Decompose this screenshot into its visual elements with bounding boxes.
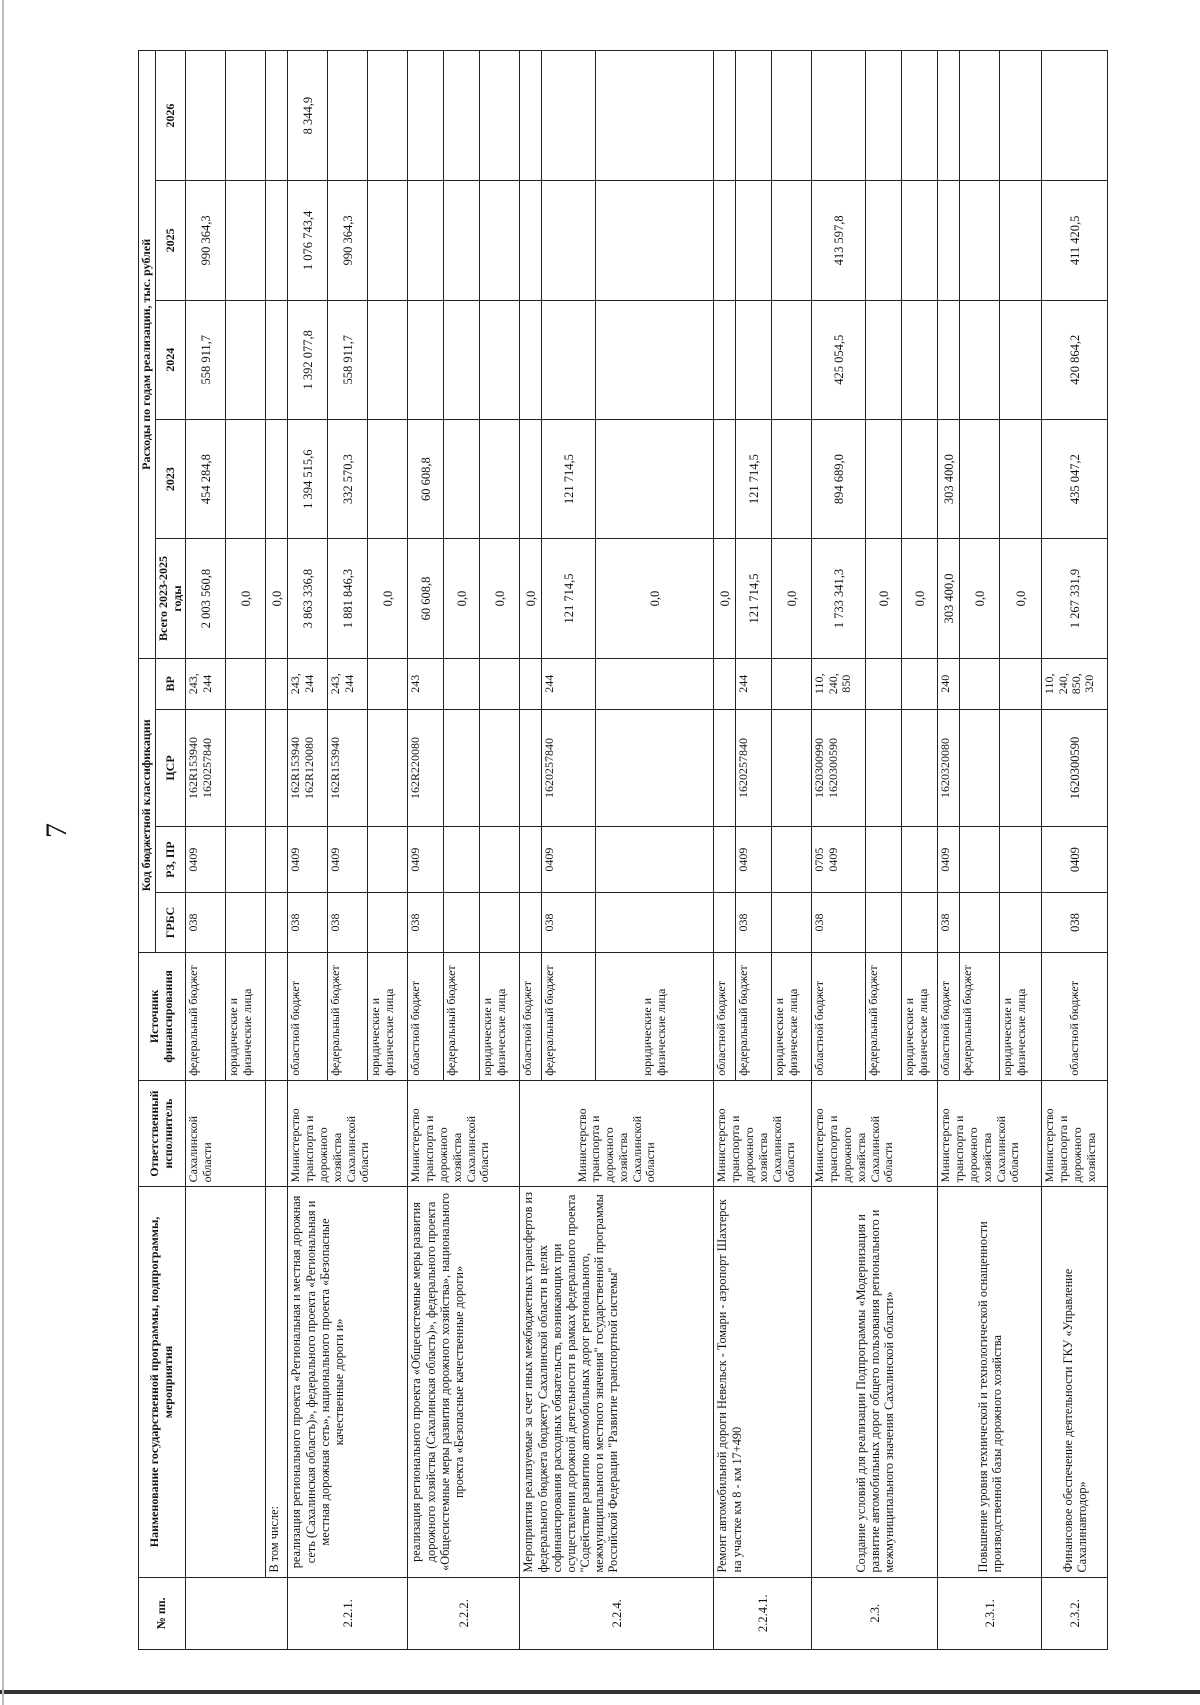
row-vr: [902, 658, 938, 709]
row-resp: [266, 1080, 288, 1187]
row-2025: [444, 181, 480, 300]
col-grbs-header: ГРБС: [155, 893, 186, 953]
row-grbs: [266, 893, 288, 953]
row-2023: [596, 419, 714, 538]
row-csr: [444, 709, 480, 826]
row-csr: 162R153940: [328, 709, 368, 826]
row-rz: [866, 827, 902, 893]
row-2024: [520, 300, 542, 419]
row-rz: 0409: [1042, 827, 1108, 893]
header-row-1: [139, 51, 156, 1650]
row-2025: [772, 181, 812, 300]
col-csr-header: ЦСР: [155, 709, 186, 826]
rz-code: 0409: [825, 847, 840, 872]
row-vr: [226, 658, 266, 709]
row-rz: 0409: [938, 827, 960, 893]
row-total: 0,0: [520, 539, 542, 658]
col-2024-header: 2024: [155, 300, 186, 419]
scan-edge-bottom: [0, 1690, 1200, 1694]
row-grbs: 038: [736, 893, 772, 953]
row-2024: [444, 300, 480, 419]
row-2023: 1 394 515,6: [288, 419, 328, 538]
csr-code: 162R153940: [288, 737, 303, 800]
row-vr: [480, 658, 520, 709]
row-rz: [902, 827, 938, 893]
row-2023: [960, 419, 1000, 538]
row-csr: 1620257840: [736, 709, 772, 826]
row-2026: [1000, 51, 1042, 181]
row-2026: [772, 51, 812, 181]
row-vr: [596, 658, 714, 709]
row-total: 3 863 336,8: [288, 539, 328, 658]
row-2023: [226, 419, 266, 538]
row-total: 0,0: [480, 539, 520, 658]
row-csr: 1620300590: [1042, 709, 1108, 826]
row-2023: [902, 419, 938, 538]
csr-code: 1620300990: [812, 738, 827, 798]
row-resp: Министерство транспорта и дорожного хозяйства Сахалинской области: [812, 1080, 938, 1187]
col-num-header: № пп.: [139, 1577, 186, 1649]
csr-code: 162R153940: [186, 737, 201, 800]
row-2026: [520, 51, 542, 181]
row-2026: [328, 51, 368, 181]
scan-edge-left: [2, 0, 4, 1705]
row-source: юридические и физические лица: [1000, 952, 1042, 1080]
row-source: областной бюджет: [812, 952, 866, 1080]
row-name: Финансовое обеспечение деятельности ГКУ «Управление Сахалинавтодор»: [1042, 1187, 1108, 1577]
row-2025: [542, 181, 596, 300]
row-grbs: 038: [938, 893, 960, 953]
vr-code: 850: [838, 674, 853, 693]
row-2024: [714, 300, 736, 419]
row-2023: 60 608,8: [408, 419, 444, 538]
row-2025: 413 597,8: [812, 181, 866, 300]
row-2025: [714, 181, 736, 300]
row-2023: [266, 419, 288, 538]
row-resp: Министерство транспорта и дорожного хозяйства: [1042, 1080, 1108, 1187]
row-2026: [1042, 51, 1108, 181]
row-2025: [480, 181, 520, 300]
row-grbs: [520, 893, 542, 953]
row-rz: 0409: [288, 827, 328, 893]
row-vr: [288, 658, 328, 709]
row-2026: [444, 51, 480, 181]
row-total: 1 881 846,3: [328, 539, 368, 658]
row-2023: 303 400,0: [938, 419, 960, 538]
row-2023: [772, 419, 812, 538]
row-csr: [266, 709, 288, 826]
row-csr: [812, 709, 866, 826]
vr-code: 110,: [812, 673, 827, 695]
row-name: В том числе:: [266, 1187, 288, 1577]
row-source: областной бюджет: [938, 952, 960, 1080]
row-csr: 1620320080: [938, 709, 960, 826]
row-2026: [902, 51, 938, 181]
row-2023: 454 284,8: [186, 419, 226, 538]
vr-code: 243,: [186, 673, 201, 695]
row-2024: [938, 300, 960, 419]
vr-code: 244: [199, 674, 214, 693]
vr-code: 850,: [1068, 673, 1083, 695]
row-source: федеральный бюджет: [866, 952, 902, 1080]
col-rzpr-header: РЗ, ПР: [155, 827, 186, 893]
row-2024: 558 911,7: [328, 300, 368, 419]
row-2023: 332 570,3: [328, 419, 368, 538]
row-vr: 244: [736, 658, 772, 709]
row-2026: 8 344,9: [288, 51, 328, 181]
row-name: Повышение уровня технической и технологической оснащенности производственной базы дорожного хозяйства: [938, 1187, 1042, 1577]
col-code-group-header: Код бюджетной классификации: [139, 658, 156, 952]
csr-code: 1620257840: [199, 738, 214, 798]
row-vr: [520, 658, 542, 709]
row-rz: [772, 827, 812, 893]
vr-code: 320: [1081, 674, 1096, 693]
row-total: 0,0: [368, 539, 408, 658]
row-total: 0,0: [226, 539, 266, 658]
row-name: [186, 1187, 266, 1577]
row-2024: [266, 300, 288, 419]
col-2026-header: 2026: [155, 51, 186, 181]
row-vr: 243: [408, 658, 444, 709]
row-total: 0,0: [960, 539, 1000, 658]
row-2024: 558 911,7: [186, 300, 226, 419]
col-source-header: Источник финансирования: [139, 952, 186, 1080]
col-vr-header: ВР: [155, 658, 186, 709]
row-grbs: [444, 893, 480, 953]
vr-code: 240,: [825, 673, 840, 695]
row-grbs: [596, 893, 714, 953]
table-row: [408, 51, 444, 1650]
row-2026: [596, 51, 714, 181]
row-2026: [866, 51, 902, 181]
row-grbs: 038: [328, 893, 368, 953]
row-2025: [960, 181, 1000, 300]
row-vr: [444, 658, 480, 709]
csr-code: 162R120080: [301, 737, 316, 800]
row-2025: [368, 181, 408, 300]
row-rz: 0409: [736, 827, 772, 893]
table-row: [186, 51, 226, 1650]
row-2025: [1000, 181, 1042, 300]
row-source: областной бюджет: [1042, 952, 1108, 1080]
page-number: 7: [40, 823, 73, 838]
row-2024: [480, 300, 520, 419]
row-grbs: [226, 893, 266, 953]
row-source: федеральный бюджет: [960, 952, 1000, 1080]
row-csr: [960, 709, 1000, 826]
row-2023: [1000, 419, 1042, 538]
row-source: федеральный бюджет: [186, 952, 226, 1080]
row-num: 2.2.2.: [408, 1577, 520, 1649]
row-grbs: [714, 893, 736, 953]
row-grbs: 038: [408, 893, 444, 953]
row-2026: [186, 51, 226, 181]
row-grbs: [772, 893, 812, 953]
row-2024: 420 864,2: [1042, 300, 1108, 419]
row-grbs: [902, 893, 938, 953]
row-2024: [408, 300, 444, 419]
row-total: 0,0: [772, 539, 812, 658]
row-csr: [186, 709, 226, 826]
row-2023: [480, 419, 520, 538]
row-vr: [266, 658, 288, 709]
row-num: [186, 1577, 288, 1649]
col-name-header: Наименование государственной программы, подпрограммы, мероприятия: [139, 1187, 186, 1577]
row-2023: 121 714,5: [736, 419, 772, 538]
row-num: 2.2.1.: [288, 1577, 408, 1649]
row-vr: [1000, 658, 1042, 709]
row-source: областной бюджет: [408, 952, 444, 1080]
row-2025: [902, 181, 938, 300]
budget-table: [138, 50, 1108, 1650]
row-num: 2.3.: [812, 1577, 938, 1649]
row-2023: 894 689,0: [812, 419, 866, 538]
row-vr: [960, 658, 1000, 709]
row-2026: [542, 51, 596, 181]
row-total: 0,0: [1000, 539, 1042, 658]
row-name: Мероприятия реализуемые за счет иных межбюджетных трансфертов из федерального бюджета бюджету Сахалинской области в целях софинансирования расходных обязательств, возникающих при осуществлении дорожной деятельности в рамках федерального проекта "Содействие развитию автомобильных дорог регионального, межмуниципального и местного значения" государственной программы Российской Федерации "Развитие транспортной системы": [520, 1187, 714, 1577]
row-vr: [812, 658, 866, 709]
row-2026: [480, 51, 520, 181]
row-csr: [368, 709, 408, 826]
rz-code: 0705: [812, 847, 827, 872]
table-row: [288, 51, 328, 1650]
row-2025: [226, 181, 266, 300]
row-resp: Министерство транспорта и дорожного хозяйства Сахалинской области: [408, 1080, 520, 1187]
row-total: 0,0: [866, 539, 902, 658]
row-source: федеральный бюджет: [444, 952, 480, 1080]
row-2023: 121 714,5: [542, 419, 596, 538]
row-grbs: 038: [1042, 893, 1108, 953]
row-num: 2.3.2.: [1042, 1577, 1108, 1649]
row-rz: [266, 827, 288, 893]
row-csr: [772, 709, 812, 826]
row-total: 0,0: [596, 539, 714, 658]
row-2023: [866, 419, 902, 538]
row-resp: Сахалинской области: [186, 1080, 266, 1187]
table-row: [1042, 51, 1108, 1650]
row-rz: [714, 827, 736, 893]
table-row: [520, 51, 542, 1650]
row-num: 2.3.1.: [938, 1577, 1042, 1649]
row-rz: [368, 827, 408, 893]
row-rz: 0409: [408, 827, 444, 893]
row-rz: 0409: [542, 827, 596, 893]
row-rz: [596, 827, 714, 893]
row-grbs: 038: [186, 893, 226, 953]
col-resp-header: Ответственный исполнитель: [139, 1080, 186, 1187]
row-resp: Министерство транспорта и дорожного хозяйства Сахалинской области: [938, 1080, 1042, 1187]
row-2023: 435 047,2: [1042, 419, 1108, 538]
col-2023-header: 2023: [155, 419, 186, 538]
table-row: [938, 51, 960, 1650]
row-resp: Министерство транспорта и дорожного хозяйства Сахалинской области: [288, 1080, 408, 1187]
row-vr: [186, 658, 226, 709]
row-name: Ремонт автомобильной дороги Невельск - Томари - аэропорт Шахтерск на участке км 8 - км 17+490: [714, 1187, 812, 1577]
csr-code: 1620300590: [825, 738, 840, 798]
row-rz: [812, 827, 866, 893]
col-total-header: Всего 2023-2025 годы: [155, 539, 186, 658]
row-total: 60 608,8: [408, 539, 444, 658]
row-rz: 0409: [186, 827, 226, 893]
row-total: 0,0: [444, 539, 480, 658]
row-name: реализация регионального проекта «Региональная и местная дорожная сеть (Сахалинская область)», федерального проекта «Региональная и местная дорожная сеть», национального проекта «Безопасные качественные дороги и»: [288, 1187, 408, 1577]
row-source: федеральный бюджет: [736, 952, 772, 1080]
row-vr: 244: [542, 658, 596, 709]
row-vr: [368, 658, 408, 709]
row-2025: [596, 181, 714, 300]
row-2024: [772, 300, 812, 419]
row-2025: 990 364,3: [186, 181, 226, 300]
row-2024: 425 054,5: [812, 300, 866, 419]
row-resp: Министерство транспорта и дорожного хозяйства Сахалинской области: [520, 1080, 714, 1187]
row-rz: [520, 827, 542, 893]
row-2025: [938, 181, 960, 300]
row-grbs: [866, 893, 902, 953]
row-resp: Министерство транспорта и дорожного хозяйства Сахалинской области: [714, 1080, 812, 1187]
row-2026: [960, 51, 1000, 181]
row-2024: [902, 300, 938, 419]
row-source: юридические и физические лица: [772, 952, 812, 1080]
vr-code: 244: [301, 674, 316, 693]
row-2024: [736, 300, 772, 419]
row-2025: [266, 181, 288, 300]
row-2026: [736, 51, 772, 181]
row-total: 0,0: [266, 539, 288, 658]
row-csr: [902, 709, 938, 826]
table-row: [714, 51, 736, 1650]
row-2026: [812, 51, 866, 181]
row-2024: [226, 300, 266, 419]
row-source: юридические и физические лица: [368, 952, 408, 1080]
row-num: 2.2.4.: [520, 1577, 714, 1649]
row-total: 0,0: [902, 539, 938, 658]
row-num: 2.2.4.1.: [714, 1577, 812, 1649]
vr-code: 110,: [1042, 673, 1057, 695]
row-grbs: [480, 893, 520, 953]
row-2024: [960, 300, 1000, 419]
row-vr: [328, 658, 368, 709]
vr-code: 243,: [288, 673, 303, 695]
row-vr: [772, 658, 812, 709]
row-2024: [596, 300, 714, 419]
row-2024: [1000, 300, 1042, 419]
row-source: областной бюджет: [288, 952, 328, 1080]
row-total: 2 003 560,8: [186, 539, 226, 658]
row-csr: [714, 709, 736, 826]
row-total: 0,0: [714, 539, 736, 658]
row-csr: [866, 709, 902, 826]
row-csr: [520, 709, 542, 826]
row-2025: [736, 181, 772, 300]
row-2023: [368, 419, 408, 538]
row-total: 303 400,0: [938, 539, 960, 658]
row-csr: [288, 709, 328, 826]
row-vr: [1042, 658, 1108, 709]
row-vr: [714, 658, 736, 709]
row-2025: 1 076 743,4: [288, 181, 328, 300]
row-2026: [266, 51, 288, 181]
row-2023: [520, 419, 542, 538]
row-2025: [408, 181, 444, 300]
row-grbs: 038: [542, 893, 596, 953]
row-source: юридические и физические лица: [480, 952, 520, 1080]
row-source: областной бюджет: [520, 952, 542, 1080]
row-grbs: 038: [288, 893, 328, 953]
row-grbs: 038: [812, 893, 866, 953]
row-source: юридические и физические лица: [226, 952, 266, 1080]
row-2026: [938, 51, 960, 181]
row-source: юридические и физические лица: [902, 952, 938, 1080]
vr-code: 240,: [1055, 673, 1070, 695]
row-csr: [226, 709, 266, 826]
row-csr: [480, 709, 520, 826]
row-grbs: [960, 893, 1000, 953]
vr-code: 244: [341, 674, 356, 693]
row-2025: 411 420,5: [1042, 181, 1108, 300]
row-total: 1 267 331,9: [1042, 539, 1108, 658]
table-row: [812, 51, 866, 1650]
row-2025: [520, 181, 542, 300]
row-2026: [714, 51, 736, 181]
row-2024: [368, 300, 408, 419]
row-csr: [1000, 709, 1042, 826]
row-rz: [444, 827, 480, 893]
row-csr: [596, 709, 714, 826]
col-2025-header: 2025: [155, 181, 186, 300]
row-rz: [480, 827, 520, 893]
row-grbs: [368, 893, 408, 953]
row-2023: [444, 419, 480, 538]
row-rz: [1000, 827, 1042, 893]
row-csr: 162R220080: [408, 709, 444, 826]
col-years-group-header: Расходы по годам реализации, тыс. рублей: [139, 51, 156, 659]
row-source: юридические и физические лица: [596, 952, 714, 1080]
row-2024: 1 392 077,8: [288, 300, 328, 419]
row-total: 121 714,5: [736, 539, 772, 658]
row-csr: 1620257840: [542, 709, 596, 826]
rotated-document: [138, 50, 1195, 1650]
row-rz: [226, 827, 266, 893]
row-rz: [960, 827, 1000, 893]
row-2026: [226, 51, 266, 181]
row-vr: 240: [938, 658, 960, 709]
row-2025: 990 364,3: [328, 181, 368, 300]
row-2024: [866, 300, 902, 419]
table-row: [266, 51, 288, 1650]
row-2025: [866, 181, 902, 300]
row-2024: [542, 300, 596, 419]
row-total: 121 714,5: [542, 539, 596, 658]
row-2026: [368, 51, 408, 181]
row-2026: [408, 51, 444, 181]
row-name: Создание условий для реализации Подпрограммы «Модернизация и развитие автомобильных дорог общего пользования регионального и межмуниципального значения Сахалинской области»: [812, 1187, 938, 1577]
row-source: федеральный бюджет: [542, 952, 596, 1080]
row-total: 1 733 341,3: [812, 539, 866, 658]
row-source: федеральный бюджет: [328, 952, 368, 1080]
row-rz: 0409: [328, 827, 368, 893]
row-name: реализация регионального проекта «Общесистемные меры развития дорожного хозяйства (Сахалинская область)», федерального проекта «Общесистемные меры развития дорожного хозяйства», национального проекта «Безопасные качественные дороги»: [408, 1187, 520, 1577]
row-grbs: [1000, 893, 1042, 953]
row-2023: [714, 419, 736, 538]
row-source: областной бюджет: [714, 952, 736, 1080]
row-vr: [866, 658, 902, 709]
row-source: [266, 952, 288, 1080]
vr-code: 243,: [328, 673, 343, 695]
